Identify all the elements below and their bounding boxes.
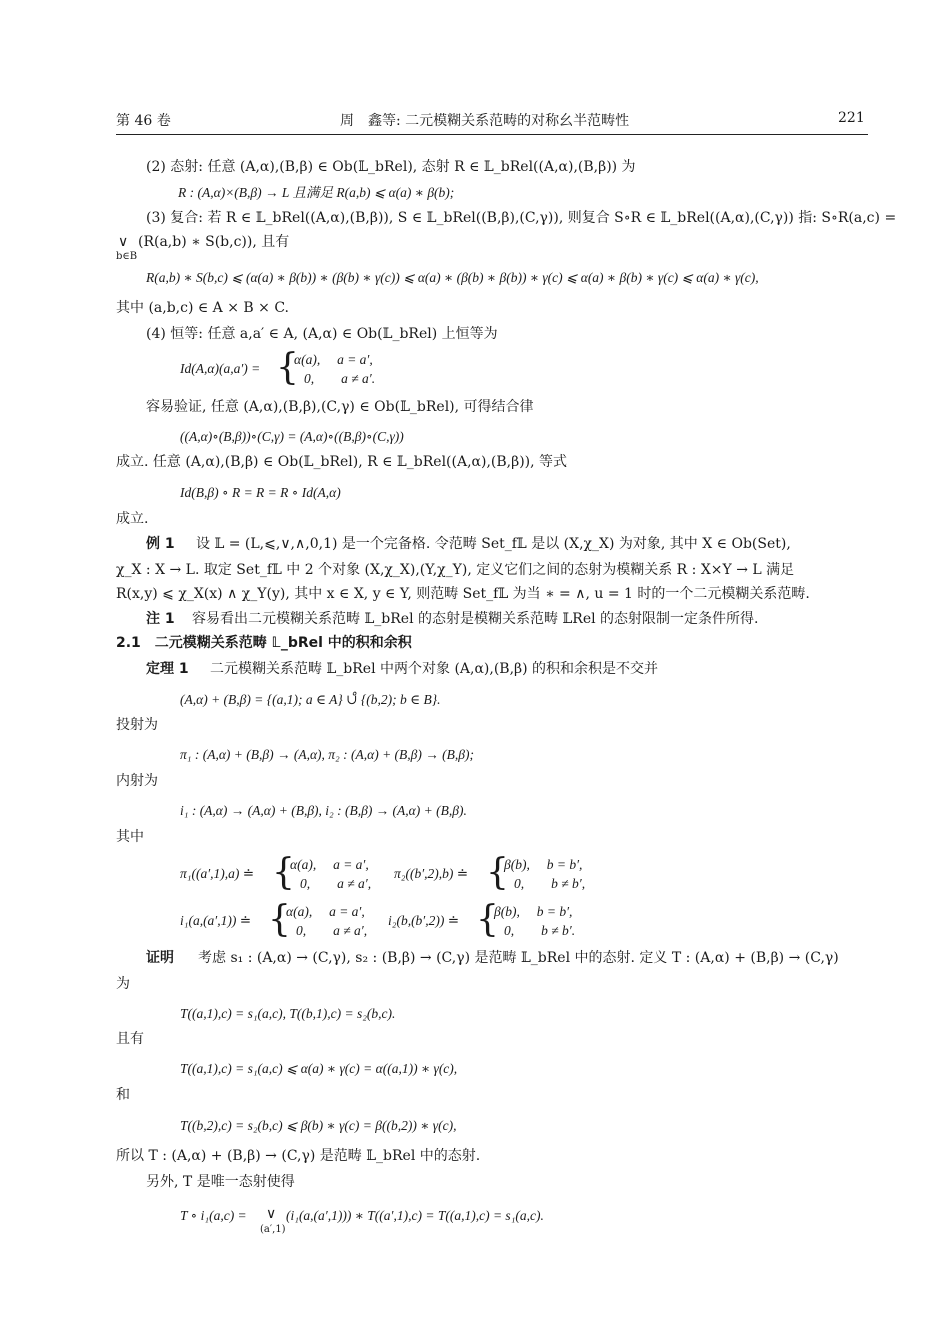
identity-definition: (4) 恒等: 任意 a,a′ ∈ A, (A,α) ∈ Ob(𝕃_bRel) 上恒等为 bbox=[146, 326, 498, 342]
composition-join: ∨ bbox=[118, 234, 129, 250]
t-definition: T((a,1),c) = s₁(a,c), T((b,1),c) = s₂(b,c). bbox=[180, 1006, 396, 1021]
composition-formula: (R(a,b) ∗ S(b,c)), 且有 bbox=[138, 234, 290, 250]
i1-brace: { bbox=[268, 899, 291, 940]
pi2-case-1: β(b), b = b′, bbox=[504, 857, 583, 872]
uniqueness-lhs: T ∘ i₁(a,c) = bbox=[180, 1208, 247, 1223]
proof-line-2: 为 bbox=[116, 976, 130, 992]
note-1-text: 容易看出二元模糊关系范畴 𝕃_bRel 的态射是模糊关系范畴 𝕃Rel 的态射限制一定条件所得. bbox=[192, 611, 759, 627]
uniqueness-intro: 另外, T 是唯一态射使得 bbox=[146, 1174, 295, 1190]
i1-lhs: i₁(a,(a′,1)) ≐ bbox=[180, 913, 252, 928]
identity-case-1: α(a), a = a′, bbox=[294, 352, 373, 367]
uniqueness-formula: (i₁(a,(a′,1))) ∗ T((a′,1),c) = T((a,1),c) = s₁(a,c). bbox=[286, 1208, 544, 1223]
i2-brace: { bbox=[476, 899, 499, 940]
composition-definition: (3) 复合: 若 R ∈ 𝕃_bRel((A,α),(B,β)), S ∈ 𝕃_bRel((B,β),(C,γ)), 则复合 S∘R ∈ 𝕃_bRel((A,α),(C,γ)) 指: S∘R(a,c) = bbox=[146, 210, 897, 226]
i2-lhs: i₂(b,(b′,2)) ≐ bbox=[388, 913, 460, 928]
uniqueness-join-index: (a′,1) bbox=[260, 1224, 286, 1235]
t-is-morphism: 所以 T : (A,α) + (B,β) → (C,γ) 是范畴 𝕃_bRel 中的态射. bbox=[116, 1148, 481, 1164]
and-have-label: 且有 bbox=[116, 1031, 144, 1047]
t-inequality-1: T((a,1),c) = s₁(a,c) ⩽ α(a) ∗ γ(c) = α((a,1)) ∗ γ(c), bbox=[180, 1061, 458, 1076]
pi1-lhs: π₁((a′,1),a) ≐ bbox=[180, 866, 255, 881]
i1-case-1: α(a), a = a′, bbox=[286, 904, 365, 919]
where-label: 其中 bbox=[116, 829, 144, 845]
theorem-1-text: 二元模糊关系范畴 𝕃_bRel 中两个对象 (A,α),(B,β) 的积和余积是不交并 bbox=[210, 661, 659, 677]
projection-formula: π₁ : (A,α) + (B,β) → (A,α), π₂ : (A,α) + (B,β) → (B,β); bbox=[180, 747, 474, 762]
journal-volume: 第 46 卷 bbox=[116, 113, 171, 129]
pi2-lhs: π₂((b′,2),b) ≐ bbox=[394, 866, 469, 881]
composition-join-index: b∈B bbox=[116, 251, 138, 262]
morphism-condition: R : (A,α)×(B,β) → L 且满足 R(a,b) ⩽ α(a) ∗ β(b); bbox=[178, 185, 455, 200]
i2-case-2: 0, b ≠ b′. bbox=[504, 923, 576, 938]
pi2-brace: { bbox=[486, 852, 509, 893]
example-1-line-3: R(x,y) ⩽ χ_X(x) ∧ χ_Y(y), 其中 x ∈ X, y ∈ Y, 则范畴 Set_f𝕃 为当 ∗ = ∧, u = 1 时的一个二元模糊关系范畴. bbox=[116, 586, 810, 602]
t-inequality-2: T((b,2),c) = s₂(b,c) ⩽ β(b) ∗ γ(c) = β((b,2)) ∗ γ(c), bbox=[180, 1118, 457, 1133]
injection-formula: i₁ : (A,α) → (A,α) + (B,β), i₂ : (B,β) → (A,α) + (B,β). bbox=[180, 803, 467, 818]
injection-label: 内射为 bbox=[116, 773, 158, 789]
example-1-line-1: 设 𝕃 = (L,⩽,∨,∧,0,1) 是一个完备格. 令范畴 Set_f𝕃 是以 (X,χ_X) 为对象, 其中 X ∈ Ob(Set), bbox=[196, 536, 791, 552]
morphism-definition: (2) 态射: 任意 (A,α),(B,β) ∈ Ob(𝕃_bRel), 态射 R ∈ 𝕃_bRel((A,α),(B,β)) 为 bbox=[146, 159, 636, 175]
identity-case-2: 0, a ≠ a′. bbox=[304, 371, 376, 386]
identity-brace: { bbox=[276, 347, 299, 388]
example-1-line-2: χ_X : X → L. 取定 Set_f𝕃 中 2 个对象 (X,χ_X),(Y,χ_Y), 定义它们之间的态射为模糊关系 R : X×Y → L 满足 bbox=[116, 562, 795, 578]
identity-law: Id(B,β) ∘ R = R = R ∘ Id(A,α) bbox=[180, 485, 341, 500]
uniqueness-join: ∨ bbox=[266, 1206, 277, 1222]
section-2-1-heading: 2.1 二元模糊关系范畴 𝕃_bRel 中的积和余积 bbox=[116, 635, 412, 651]
composition-domain: 其中 (a,b,c) ∈ A × B × C. bbox=[116, 300, 290, 316]
pi1-brace: { bbox=[272, 852, 295, 893]
identity-lhs: Id(A,α)(a,a′) = bbox=[180, 361, 261, 376]
running-title: 周 鑫等: 二元模糊关系范畴的对称幺半范畴性 bbox=[340, 113, 630, 129]
identity-law-intro: 成立. 任意 (A,α),(B,β) ∈ Ob(𝕃_bRel), R ∈ 𝕃_bRel((A,α),(B,β)), 等式 bbox=[116, 454, 568, 470]
identity-law-holds: 成立. bbox=[116, 511, 149, 527]
projection-label: 投射为 bbox=[116, 717, 158, 733]
example-1-label: 例 1 bbox=[146, 536, 175, 552]
disjoint-union-formula: (A,α) + (B,β) = {(a,1); a ∈ A} ∪̊ {(b,2); b ∈ B}. bbox=[180, 692, 441, 707]
proof-line-1: 考虑 s₁ : (A,α) → (C,γ), s₂ : (B,β) → (C,γ) 是范畴 𝕃_bRel 中的态射. 定义 T : (A,α) + (B,β) → (C,γ) bbox=[198, 950, 839, 966]
composition-inequality: R(a,b) ∗ S(b,c) ⩽ (α(a) ∗ β(b)) ∗ (β(b) ∗ γ(c)) ⩽ α(a) ∗ (β(b) ∗ β(b)) ∗ γ(c) ⩽ α(a) ∗ β(b) ∗ γ(c) ⩽ α(a) ∗ γ(c), bbox=[146, 270, 759, 285]
associativity-law: ((A,α)∘(B,β))∘(C,γ) = (A,α)∘((B,β)∘(C,γ)) bbox=[180, 429, 404, 444]
note-1-label: 注 1 bbox=[146, 611, 175, 627]
associativity-intro: 容易验证, 任意 (A,α),(B,β),(C,γ) ∈ Ob(𝕃_bRel), 可得结合律 bbox=[146, 399, 534, 415]
pi1-case-1: α(a), a = a′, bbox=[290, 857, 369, 872]
and-label: 和 bbox=[116, 1087, 130, 1103]
pi2-case-2: 0, b ≠ b′, bbox=[514, 876, 586, 891]
theorem-1-label: 定理 1 bbox=[146, 661, 189, 677]
pi1-case-2: 0, a ≠ a′, bbox=[300, 876, 372, 891]
proof-label: 证明 bbox=[146, 950, 174, 966]
i1-case-2: 0, a ≠ a′, bbox=[296, 923, 368, 938]
i2-case-1: β(b), b = b′, bbox=[494, 904, 573, 919]
page-number: 221 bbox=[838, 110, 865, 126]
header-rule bbox=[116, 134, 868, 135]
